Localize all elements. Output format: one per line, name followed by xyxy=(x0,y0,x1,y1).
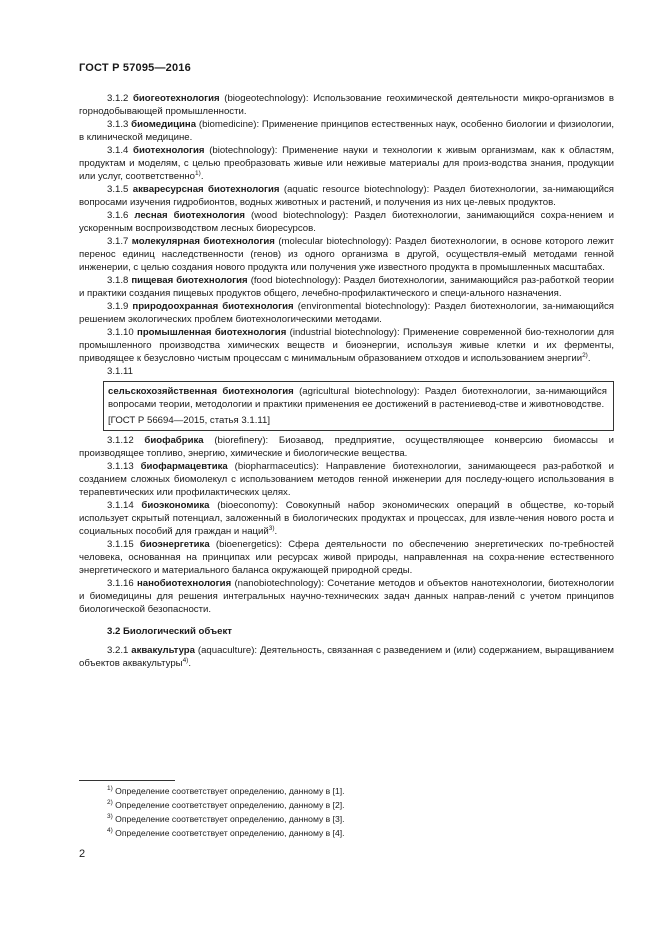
definition-item: 3.1.16 нанобиотехнология (nanobiotechnology): Сочетание методов и объектов нанотехнологии, биотехнологии и биомедицины для решения интегральных научно-технических задач данных направ-лений с учетом принципов биологической безопасности. xyxy=(79,578,615,615)
definition-item: 3.1.7 молекулярная биотехнология (molecular biotechnology): Раздел биотехнологии, в основе которого лежит перенос единиц наследственности (генов) из одного организма в другой, осуществля-емый методами генной инженерии, с целью создания нового продукта или получения уже известного продукта в промышленных масштабах. xyxy=(79,236,615,273)
subsection-heading: 3.2 Биологический объект xyxy=(107,626,233,637)
definition-item: 3.1.13 биофармацевтика (biopharmaceutics): Направление биотехнологии, занимающееся раз-работкой и созданием сложных биомолекул с использованием методов генной инженерии для последу-ющего использования в терапевтических или профилактических целях. xyxy=(79,461,614,498)
definition-item: 3.1.12 биофабрика (biorefinery): Биозавод, предприятие, осуществляющее конверсию биомассы и производящее топливо, энергию, химические и биологические вещества. xyxy=(79,435,614,459)
footnotes xyxy=(107,784,345,840)
definition-item: 3.1.2 биогеотехнология (biogeotechnology): Использование геохимической деятельности микро-организмов в горнодобывающей промышленности. xyxy=(79,93,615,117)
definition-item: 3.1.14 биоэкономика (bioeconomy): Совокупный набор экономических операций в обществе, ко-торый использует скрытый потенциал, заложенный в биологических продуктах и процессах, для извле-чения нового роста и социальных пособий для граждан и наций$^{3)}$. xyxy=(79,500,614,537)
document-body xyxy=(79,92,614,670)
footnote: $^{2)}$ Определение соответствует определению, данному в [2]. xyxy=(107,799,345,810)
source-reference: [ГОСТ Р 56694—2015, статья 3.1.11] xyxy=(108,415,271,426)
referenced-definition-box xyxy=(103,381,614,431)
definition-item: 3.1.10 промышленная биотехнология (industrial biotechnology): Применение современной био-технологии для промышленного производства химических веществ и биоэнергии, используя живые клетки и их ферменты, приводящее к безусловно чистым процессам с минимальным образованием отходов и использованием энергии$^{2)}$. xyxy=(79,327,615,364)
definition-item: 3.1.9 природоохранная биотехнология (environmental biotechnology): Раздел биотехнологии, за-нимающийся решением экологических проблем биотехнологическими методами. xyxy=(79,301,614,325)
definition-number: 3.1.11 xyxy=(107,366,133,377)
document-header: ГОСТ Р 57095—2016 xyxy=(79,62,191,74)
definition-item: 3.1.15 биоэнергетика (bioenergetics): Сфера деятельности по обеспечению энергетических по-требностей человека, основанная на принципах или ресурсах живой природы, направленная на сохра-нение естественного энергетического и материального баланса окружающей природной среды. xyxy=(79,539,615,576)
footnote: $^{3)}$ Определение соответствует определению, данному в [3]. xyxy=(107,813,345,824)
definition-item: сельскохозяйственная биотехнология (agricultural biotechnology): Раздел биотехнологии, за-нимающийся вопросами теории, методологии и практики применения ее достижений в растениевод-стве и животноводстве. xyxy=(108,386,607,410)
footnote: $^{1)}$ Определение соответствует определению, данному в [1]. xyxy=(107,785,345,796)
definition-item: 3.2.1 аквакультура (aquaculture): Деятельность, связанная с разведением и (или) содержанием, выращиванием объектов аквакультуры$^{4)}$. xyxy=(79,645,614,669)
definition-item: 3.1.6 лесная биотехнология (wood biotechnology): Раздел биотехнологии, занимающийся сохра-нением и ускоренным воспроизводством лесных биоресурсов. xyxy=(79,210,615,234)
definition-item: 3.1.5 аквaресурсная биотехнология (aquatic resource biotechnology): Раздел биотехнологии, за-нимающийся вопросами изучения гидробионтов, водных животных и растений, и получения из них це-левых продуктов. xyxy=(79,184,614,208)
footnote: $^{4)}$ Определение соответствует определению, данному в [4]. xyxy=(107,827,345,838)
definition-item: 3.1.8 пищевая биотехнология (food biotechnology): Раздел биотехнологии, занимающийся раз-работкой теории и практики создания пищевых продуктов общего, лечебно-профилактического и специ-ального назначения. xyxy=(79,275,614,299)
definition-item: 3.1.3 биомедицина (biomedicine): Применение принципов естественных наук, особенно биологии и физиологии, в клинической медицине. xyxy=(79,119,615,143)
footnote-separator xyxy=(79,780,175,781)
page-number: 2 xyxy=(79,848,86,860)
definition-item: 3.1.4 биотехнология (biotechnology): Применение науки и технологии к живым организмам, как к областям, продуктам и моделям, с целью преобразовать живые или неживые материалы для произ-водства знания, продукции или услуг, соответственно$^{1)}$. xyxy=(79,145,614,182)
